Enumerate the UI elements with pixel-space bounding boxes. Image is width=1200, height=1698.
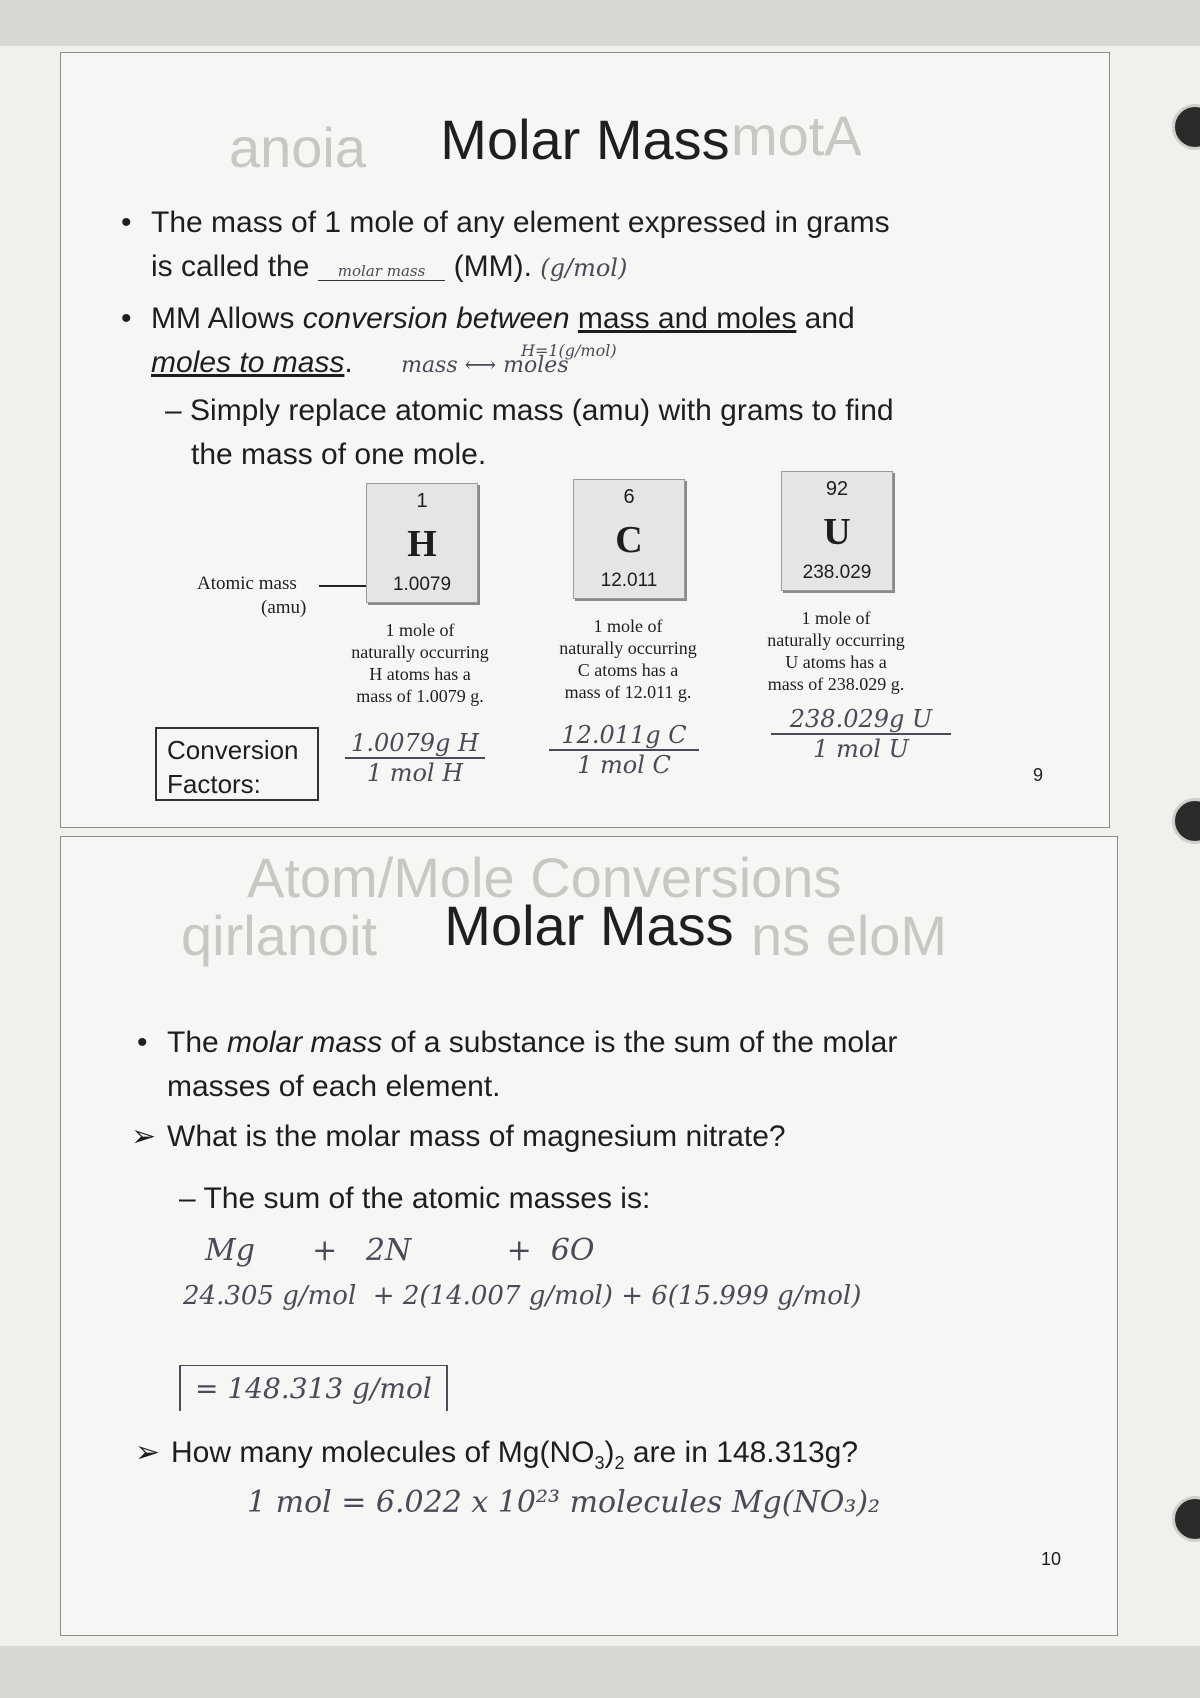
paper-page xyxy=(0,46,1200,1646)
binder-hole-bottom xyxy=(1172,1496,1200,1542)
fraction-numerator: 12.011g C xyxy=(549,721,699,751)
conversion-label: Factors: xyxy=(167,769,261,799)
bullet-dot: • xyxy=(121,302,132,335)
caption-line: mass of 238.029 g. xyxy=(767,674,905,694)
bullet-molar-mass-sum xyxy=(137,1021,1087,1109)
handwritten-mass-sum-line: 24.305 g/mol + 2(14.007 g/mol) + 6(15.999 g/mol) xyxy=(183,1281,862,1311)
arrow-bullet: ➢ xyxy=(131,1120,157,1153)
page-number: 9 xyxy=(1033,765,1044,785)
fraction-denominator: 1 mol U xyxy=(813,735,909,763)
bleed-through-text-left: qirlanoit xyxy=(181,904,378,967)
handwritten-blank-answer: molar mass xyxy=(318,262,446,281)
element-symbol: C xyxy=(615,519,643,561)
question-text: are in 148.313g? xyxy=(624,1436,859,1469)
bullet-text: of a substance is the sum of the molar xyxy=(390,1026,898,1059)
element-tile-uranium xyxy=(781,471,893,591)
handwritten-hydrogen-note: H=1(g/mol) xyxy=(521,341,617,360)
binder-hole-top xyxy=(1172,104,1200,150)
bullet-text: (MM). xyxy=(453,250,532,283)
subscript: 2 xyxy=(614,1453,625,1473)
caption-line: C atoms has a xyxy=(577,660,679,680)
slide-molar-mass-definition xyxy=(60,52,1110,828)
question-text: ) xyxy=(604,1436,615,1469)
caption-line: mass of 12.011 g. xyxy=(564,682,692,702)
slide-molar-mass-compound xyxy=(60,836,1118,1636)
bleed-through-text-right: ns eloM xyxy=(751,904,948,967)
arrow-bullet: ➢ xyxy=(135,1436,161,1469)
caption-line: 1 mole of xyxy=(593,616,663,636)
amu-label: (amu) xyxy=(261,597,307,618)
caption-line: mass of 1.0079 g. xyxy=(356,686,484,706)
atomic-mass-value: 238.029 xyxy=(802,562,872,583)
caption-line: 1 mole of xyxy=(385,620,455,640)
sub-bullet-text: – Simply replace atomic mass (amu) with grams to find xyxy=(165,394,894,427)
uranium-caption xyxy=(741,607,931,695)
bullet-emphasis: conversion between xyxy=(302,302,570,335)
conversion-label: Conversion xyxy=(167,735,299,765)
bullet-text: is called the xyxy=(151,250,310,283)
element-symbol: U xyxy=(823,511,851,553)
page-number: 10 xyxy=(1041,1549,1062,1569)
fraction-denominator: 1 mol C xyxy=(577,751,671,779)
conversion-factors-box xyxy=(155,727,319,801)
bullet-text: . xyxy=(344,346,353,379)
atomic-number: 92 xyxy=(825,478,849,500)
atomic-number: 6 xyxy=(623,486,635,508)
subscript: 3 xyxy=(594,1453,605,1473)
question-text: What is the molar mass of magnesium nitrate? xyxy=(167,1120,786,1153)
fraction-denominator: 1 mol H xyxy=(366,759,464,787)
atomic-number: 1 xyxy=(416,490,428,512)
hydrogen-caption xyxy=(325,619,515,707)
carbon-caption xyxy=(533,615,723,703)
bullet-definition xyxy=(121,201,1081,293)
bullet-dot: • xyxy=(137,1026,148,1059)
caption-line: U atoms has a xyxy=(785,652,887,672)
fraction-numerator: 1.0079g H xyxy=(345,729,485,759)
bullet-text: The xyxy=(167,1026,219,1059)
slide-title: Molar Mass xyxy=(444,894,734,957)
caption-line: naturally occurring xyxy=(559,638,697,658)
atomic-mass-value: 12.011 xyxy=(600,570,658,591)
caption-line: naturally occurring xyxy=(351,642,489,662)
bullet-underlined-emphasis: moles to mass xyxy=(151,346,345,379)
handwritten-result: = 148.313 g/mol xyxy=(179,1365,448,1411)
atomic-mass-value: 1.0079 xyxy=(392,574,452,595)
handwritten-avogadro-line: 1 mol = 6.022 x 10²³ molecules Mg(NO₃)₂ xyxy=(247,1485,881,1520)
sub-bullet-text: – The sum of the atomic masses is: xyxy=(179,1182,651,1215)
bullet-text: masses of each element. xyxy=(167,1070,501,1103)
bullet-dot: • xyxy=(121,206,132,239)
question-magnesium-nitrate xyxy=(131,1115,1087,1159)
element-tile-hydrogen xyxy=(366,483,478,603)
binder-hole-middle xyxy=(1172,798,1200,844)
sub-bullet-replace-amu xyxy=(165,389,1095,477)
caption-line: 1 mole of xyxy=(801,608,871,628)
handwritten-elements-line: Mg + 2N + 6O xyxy=(205,1233,595,1268)
question-molecules xyxy=(135,1431,1091,1485)
bullet-text: and xyxy=(804,302,855,335)
bullet-text: MM Allows xyxy=(151,302,295,335)
question-text: How many molecules of Mg(NO xyxy=(171,1436,595,1469)
sub-bullet-text: the mass of one mole. xyxy=(191,438,487,471)
element-tile-carbon xyxy=(573,479,685,599)
handwritten-carbon-factor xyxy=(549,721,699,779)
handwritten-hydrogen-factor xyxy=(345,729,485,787)
bullet-text: The mass of 1 mole of any element expressed in grams xyxy=(151,206,890,239)
caption-line: naturally occurring xyxy=(767,630,905,650)
sub-bullet-sum xyxy=(179,1177,1079,1221)
handwritten-uranium-factor xyxy=(771,705,951,763)
caption-line: H atoms has a xyxy=(369,664,471,684)
atomic-mass-label: Atomic mass xyxy=(197,573,297,594)
bleed-through-text-right: motA xyxy=(731,104,862,167)
bleed-through-text-left: anoia xyxy=(229,116,367,179)
slide-title: Molar Mass xyxy=(440,108,730,171)
bleed-through-heading: Atom/Mole Conversions xyxy=(247,846,842,909)
bullet-emphasis: molar mass xyxy=(227,1026,383,1059)
handwritten-mass-moles-note: mass ⟷ moles xyxy=(401,353,569,378)
handwritten-units-note: (g/mol) xyxy=(540,254,628,282)
fraction-numerator: 238.029g U xyxy=(771,705,951,735)
bullet-underlined: mass and moles xyxy=(577,302,797,335)
element-symbol: H xyxy=(407,523,437,565)
